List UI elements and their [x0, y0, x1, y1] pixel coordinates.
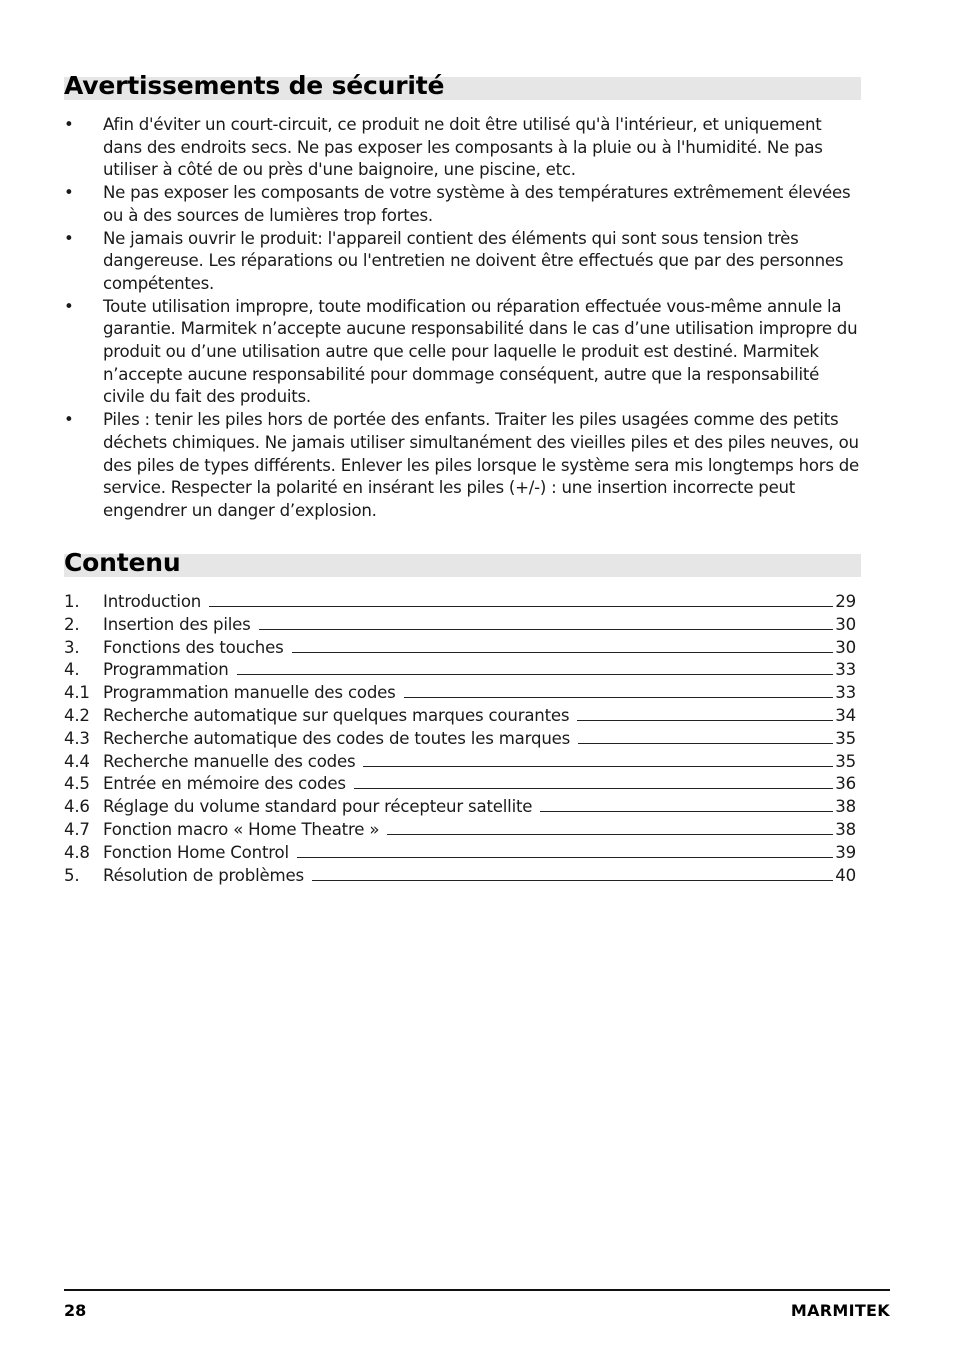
toc-entry-number: 4.7: [64, 819, 90, 839]
toc-entry-number: 4.5: [64, 774, 90, 794]
footer-brand: MARMITEK: [790, 1301, 890, 1320]
bullet-icon: •: [64, 228, 74, 248]
warnings-section-heading: [64, 71, 861, 100]
warning-text: Piles : tenir les piles hors de portée des enfants. Traiter les piles usagées comme des petits déchets chimiques. Ne jamais utiliser simultanément des vieilles piles et des piles neuves, ou des piles de types différents. Enlever les piles lorsque le système sera mis longtemps hors de service. Respecter la polarité en insérant les piles (+/-) : une insertion incorrecte peut engendrer un danger d’explosion.: [103, 410, 859, 520]
toc-leader-line: [363, 752, 833, 767]
toc-entry-title: Introduction: [103, 592, 202, 611]
toc-entry-title: Entrée en mémoire des codes: [103, 774, 346, 794]
toc-entry-title: Fonction macro « Home Theatre »: [103, 819, 380, 839]
toc-leader-line: [259, 615, 833, 630]
contents-heading-text: Contenu: [64, 548, 181, 577]
toc-entry-page: 38: [835, 797, 856, 817]
toc-entry-number: 4.1: [64, 683, 90, 703]
warning-item: [64, 182, 864, 227]
toc-entry-number: 4.3: [64, 728, 90, 748]
bullet-icon: •: [64, 115, 74, 134]
toc-entry-page: 30: [835, 614, 856, 634]
table-of-contents: [64, 591, 856, 887]
toc-entry-title: Fonction Home Control: [103, 842, 289, 862]
toc-entry-title: Recherche manuelle des codes: [103, 751, 356, 771]
toc-entry[interactable]: [64, 842, 856, 865]
toc-entry[interactable]: [64, 614, 856, 637]
toc-entry-page: 36: [835, 774, 856, 794]
toc-entry[interactable]: [64, 751, 856, 774]
toc-entry-page: 39: [835, 842, 856, 862]
toc-entry[interactable]: [64, 682, 856, 705]
toc-entry[interactable]: [64, 773, 856, 796]
toc-entry-number: 1.: [64, 592, 80, 611]
heading-bar: [64, 554, 861, 577]
toc-entry-title: Programmation manuelle des codes: [103, 683, 396, 703]
toc-entry-number: 4.8: [64, 842, 90, 862]
toc-leader-line: [577, 706, 833, 721]
toc-entry-title: Résolution de problèmes: [103, 865, 304, 885]
toc-entry[interactable]: [64, 591, 856, 614]
toc-entry[interactable]: [64, 637, 856, 660]
contents-section-heading: [64, 548, 861, 577]
toc-entry-number: 4.2: [64, 705, 90, 725]
warning-text: Ne pas exposer les composants de votre système à des températures extrêmement élevées ou à des sources de lumières trop fortes.: [103, 183, 851, 225]
toc-entry-title: Fonctions des touches: [103, 637, 284, 657]
warning-item: [64, 296, 864, 410]
toc-entry-number: 5.: [64, 865, 80, 885]
toc-entry-page: 38: [835, 819, 856, 839]
toc-entry-number: 4.: [64, 660, 80, 680]
warnings-list: [64, 114, 864, 523]
toc-entry-title: Réglage du volume standard pour récepteur satellite: [103, 797, 533, 817]
toc-leader-line: [297, 843, 833, 858]
toc-entry[interactable]: [64, 865, 856, 888]
toc-entry[interactable]: [64, 728, 856, 751]
toc-entry-number: 4.6: [64, 797, 90, 817]
footer-page-number: 28: [64, 1301, 87, 1320]
toc-entry[interactable]: [64, 705, 856, 728]
footer-divider: [64, 1289, 890, 1291]
toc-leader-line: [312, 866, 833, 881]
toc-entry-number: 2.: [64, 614, 80, 634]
toc-entry-number: 3.: [64, 637, 80, 657]
warnings-heading-text: Avertissements de sécurité: [64, 71, 445, 100]
toc-entry-title: Insertion des piles: [103, 614, 251, 634]
toc-entry-number: 4.4: [64, 751, 90, 771]
toc-entry-page: 34: [835, 705, 856, 725]
warning-text: Toute utilisation impropre, toute modification ou réparation effectuée vous-même annule la garantie. Marmitek n’accepte aucune responsabilité dans le cas d’une utilisation impropre du produit ou d’une utilisation autre que celle pour laquelle le produit est destiné. Marmitek n’accepte aucune responsabilité pour dommage conséquent, autre que la responsabilité civile du fait des produits.: [103, 296, 858, 407]
warning-item: [64, 228, 864, 296]
toc-entry-page: 35: [835, 728, 856, 748]
toc-entry-page: 33: [835, 660, 856, 680]
toc-leader-line: [237, 660, 833, 675]
warning-item: [64, 114, 864, 182]
toc-entry[interactable]: [64, 796, 856, 819]
toc-entry-page: 35: [835, 751, 856, 771]
warning-text: Afin d'éviter un court-circuit, ce produit ne doit être utilisé qu'à l'intérieur, et uniquement dans des endroits secs. Ne pas exposer les composants à la pluie ou à l'humidité. Ne pas utiliser à côté de ou près d'une baignoire, une piscine, etc.: [103, 115, 823, 180]
toc-leader-line: [404, 683, 833, 698]
toc-leader-line: [387, 820, 833, 835]
toc-entry-page: 29: [835, 592, 856, 611]
toc-entry-page: 30: [835, 637, 856, 657]
bullet-icon: •: [64, 410, 74, 430]
warning-text: Ne jamais ouvrir le produit: l'appareil contient des éléments qui sont sous tension très dangereuse. Les réparations ou l'entretien ne doivent être effectués que par des personnes compétentes.: [103, 228, 844, 293]
bullet-icon: •: [64, 296, 74, 316]
toc-leader-line: [354, 774, 833, 789]
toc-entry-page: 33: [835, 683, 856, 703]
bullet-icon: •: [64, 183, 74, 203]
toc-entry-title: Programmation: [103, 660, 229, 680]
toc-leader-line: [578, 729, 833, 744]
toc-entry[interactable]: [64, 659, 856, 682]
toc-entry[interactable]: [64, 819, 856, 842]
toc-entry-title: Recherche automatique sur quelques marques courantes: [103, 705, 570, 725]
toc-entry-page: 40: [835, 865, 856, 885]
toc-leader-line: [209, 592, 833, 607]
warning-item: [64, 409, 864, 523]
toc-leader-line: [292, 638, 833, 653]
toc-leader-line: [540, 797, 833, 812]
toc-entry-title: Recherche automatique des codes de toutes les marques: [103, 728, 571, 748]
